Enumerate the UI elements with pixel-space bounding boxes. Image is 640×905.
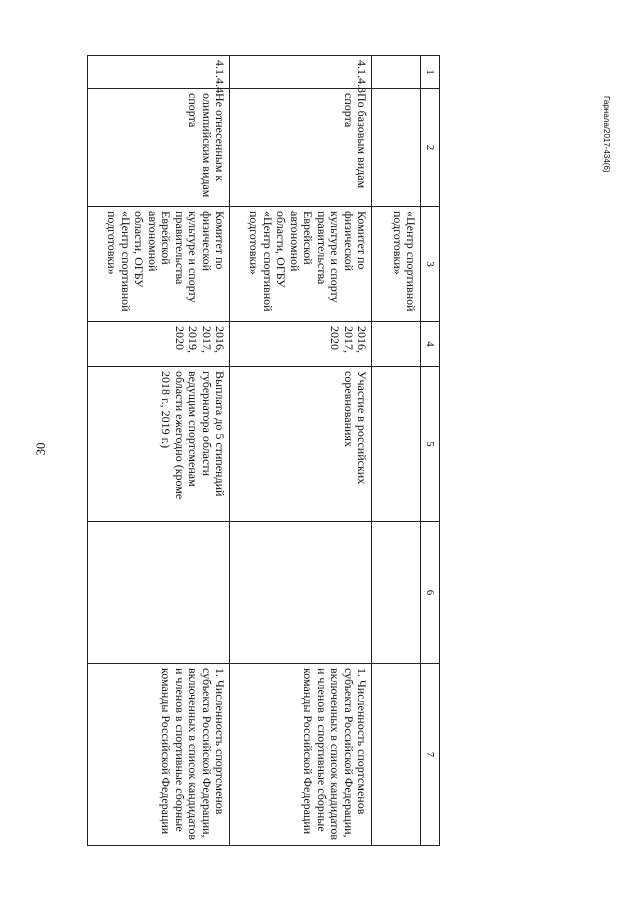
row-number-cell: 4.1.4.3	[230, 56, 372, 89]
result-cell	[230, 522, 372, 664]
table-cell	[372, 522, 421, 664]
program-table-container	[90, 55, 440, 845]
content-cell: Участие в российских соревнованиях	[230, 367, 372, 522]
column-number-cell: 3	[421, 207, 440, 322]
program-measures-table	[87, 55, 440, 846]
table-cell	[372, 664, 421, 846]
years-cell: 2016, 2017, 2020	[230, 322, 372, 367]
table-cell	[372, 322, 421, 367]
table-cell	[372, 367, 421, 522]
page-number: 30	[33, 442, 48, 456]
column-number-cell: 5	[421, 367, 440, 522]
indicator-cell: 1. Численность спортсменов субъекта Российской Федерации, включенных в список кандидатов и членов в спортивные сборные команды Российской Федерации	[230, 664, 372, 846]
executor-cell: Комитет по физической культуре и спорту правительства Еврейской автономной области, ОГБУ «Центр спортивной подготовки»	[230, 207, 372, 322]
column-number-cell: 2	[421, 89, 440, 207]
result-cell	[88, 522, 230, 664]
row-number-cell: 4.1.4.4	[88, 56, 230, 89]
executor-cell: «Центр спортивной подготовки»	[372, 207, 421, 322]
column-number-row	[421, 56, 440, 846]
column-number-cell: 6	[421, 522, 440, 664]
column-number-cell: 7	[421, 664, 440, 846]
column-number-cell: 4	[421, 322, 440, 367]
table-cell	[372, 56, 421, 89]
table-row	[230, 56, 372, 846]
content-cell: Выплата до 5 стипендий губернатора области ведущим спортсменам области ежегодно (кроме 2018 г., 2019 г.)	[88, 367, 230, 522]
continuation-row	[372, 56, 421, 846]
measure-name-cell: Не отнесенным к олимпийским видам спорта	[88, 89, 230, 207]
table-cell	[372, 89, 421, 207]
measure-name-cell: По базовым видам спорта	[230, 89, 372, 207]
years-cell: 2016, 2017, 2019, 2020	[88, 322, 230, 367]
indicator-cell: 1. Численность спортсменов субъекта Российской Федерации, включенных в список кандидатов и членов в спортивные сборные команды Российской Федерации	[88, 664, 230, 846]
column-number-cell: 1	[421, 56, 440, 89]
table-row	[88, 56, 230, 846]
document-code: Гарнала/2017-434(6)	[602, 96, 611, 173]
executor-cell: Комитет по физической культуре и спорту правительства Еврейской автономной области, ОГБУ «Центр спортивной подготовки»	[88, 207, 230, 322]
